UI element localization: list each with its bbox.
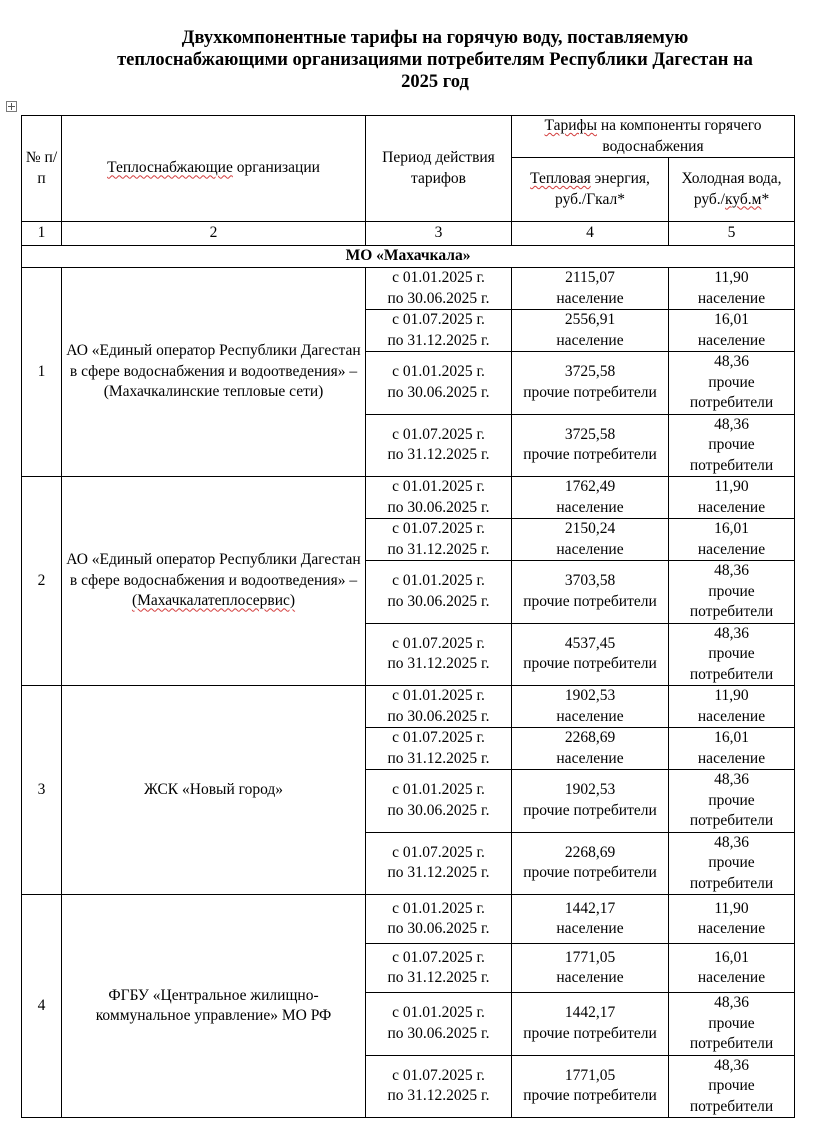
heat-consumer: население bbox=[556, 331, 624, 349]
title-line-1: Двухкомпонентные тарифы на горячую воду, поставляемую bbox=[181, 28, 689, 48]
water-tariff-cell bbox=[669, 352, 795, 415]
period-start: с 01.01.2025 г. bbox=[392, 899, 485, 917]
period-cell bbox=[366, 728, 512, 770]
header-tariff-group-rest: на компоненты горячего водоснабжения bbox=[596, 117, 762, 155]
water-tariff-cell bbox=[669, 944, 795, 993]
period-start: с 01.07.2025 г. bbox=[392, 634, 485, 652]
heat-tariff-cell bbox=[512, 414, 669, 477]
period-start: с 01.07.2025 г. bbox=[392, 425, 485, 443]
column-number-2: 2 bbox=[62, 222, 366, 246]
water-value: 48,36 bbox=[714, 624, 749, 642]
water-tariff-cell bbox=[669, 993, 795, 1056]
period-cell bbox=[366, 944, 512, 993]
header-organization-word: Теплоснабжающие bbox=[107, 159, 233, 177]
water-value: 16,01 bbox=[714, 520, 749, 537]
heat-tariff-cell bbox=[512, 623, 669, 686]
heat-tariff-cell bbox=[512, 268, 669, 310]
period-cell bbox=[366, 477, 512, 519]
header-cold-water-unit-pre: руб./ bbox=[693, 190, 725, 208]
header-period: Период действия тарифов bbox=[366, 116, 512, 222]
period-end: по 31.12.2025 г. bbox=[387, 864, 490, 882]
period-start: с 01.01.2025 г. bbox=[392, 1004, 485, 1022]
column-number-3: 3 bbox=[366, 222, 512, 246]
header-organization bbox=[62, 116, 366, 222]
period-cell bbox=[366, 268, 512, 310]
water-consumer: прочие потребители bbox=[689, 791, 774, 829]
water-tariff-cell bbox=[669, 477, 795, 519]
period-cell bbox=[366, 310, 512, 352]
period-start: с 01.07.2025 г. bbox=[392, 520, 485, 537]
water-consumer: население bbox=[697, 749, 766, 767]
org-number: 2 bbox=[22, 477, 62, 686]
period-start: с 01.07.2025 г. bbox=[392, 843, 485, 861]
org-name bbox=[62, 477, 366, 686]
header-heat-energy bbox=[512, 158, 669, 222]
water-value: 11,90 bbox=[714, 478, 749, 495]
heat-consumer: прочие потребители bbox=[523, 1024, 657, 1042]
heat-value: 2268,69 bbox=[564, 729, 616, 746]
header-heat-energy-rest: энергия, руб./Гкал* bbox=[555, 170, 650, 208]
water-consumer: прочие потребители bbox=[689, 436, 774, 474]
heat-consumer: население bbox=[556, 540, 624, 558]
water-value: 48,36 bbox=[714, 562, 749, 579]
water-consumer: прочие потребители bbox=[689, 373, 774, 411]
water-value: 11,90 bbox=[714, 687, 749, 704]
water-value: 11,90 bbox=[714, 899, 749, 917]
tariff-table bbox=[21, 115, 795, 1118]
header-heat-energy-word: Тепловая bbox=[530, 170, 591, 187]
water-value: 16,01 bbox=[714, 729, 749, 746]
org-name: ЖСК «Новый город» bbox=[62, 686, 366, 895]
column-number-5: 5 bbox=[669, 222, 795, 246]
table-move-handle-icon[interactable] bbox=[6, 101, 17, 112]
heat-tariff-cell bbox=[512, 310, 669, 352]
heat-tariff-cell bbox=[512, 895, 669, 944]
heat-value: 2556,91 bbox=[564, 311, 616, 328]
water-tariff-cell bbox=[669, 1055, 795, 1118]
period-start: с 01.01.2025 г. bbox=[392, 687, 485, 704]
water-tariff-cell bbox=[669, 561, 795, 624]
org-number: 1 bbox=[22, 268, 62, 477]
period-start: с 01.07.2025 г. bbox=[392, 1066, 485, 1084]
table-row bbox=[22, 686, 795, 728]
period-end: по 30.06.2025 г. bbox=[387, 707, 490, 725]
header-cold-water-unit-word: куб.м bbox=[725, 190, 762, 208]
water-tariff-cell bbox=[669, 895, 795, 944]
section-title: МО «Махачкала» bbox=[22, 246, 795, 268]
heat-tariff-cell bbox=[512, 770, 669, 833]
heat-consumer: население bbox=[556, 749, 624, 767]
header-number: № п/п bbox=[22, 116, 62, 222]
water-consumer: прочие потребители bbox=[689, 854, 774, 892]
heat-value: 1771,05 bbox=[564, 1066, 616, 1084]
water-consumer: население bbox=[697, 540, 766, 558]
heat-tariff-cell bbox=[512, 686, 669, 728]
water-value: 48,36 bbox=[714, 771, 749, 788]
water-consumer: население bbox=[697, 969, 766, 986]
water-consumer: прочие потребители bbox=[689, 582, 774, 620]
water-consumer: население bbox=[697, 707, 766, 725]
period-end: по 30.06.2025 г. bbox=[387, 801, 490, 819]
period-cell bbox=[366, 561, 512, 624]
water-consumer: прочие потребители bbox=[689, 1077, 774, 1115]
heat-tariff-cell bbox=[512, 477, 669, 519]
heat-tariff-cell bbox=[512, 561, 669, 624]
heat-consumer: прочие потребители bbox=[523, 864, 657, 882]
heat-value: 2115,07 bbox=[565, 269, 615, 286]
org-name: ФГБУ «Центральное жилищно-коммунальное управление» МО РФ bbox=[62, 895, 366, 1118]
water-value: 48,36 bbox=[714, 994, 749, 1011]
period-end: по 31.12.2025 г. bbox=[387, 446, 490, 464]
period-start: с 01.01.2025 г. bbox=[392, 478, 485, 495]
period-end: по 31.12.2025 г. bbox=[387, 540, 490, 558]
org-number: 4 bbox=[22, 895, 62, 1118]
water-tariff-cell bbox=[669, 268, 795, 310]
period-cell bbox=[366, 1055, 512, 1118]
header-tariff-group-word: Тарифы bbox=[544, 117, 597, 134]
table-row bbox=[22, 268, 795, 310]
water-consumer: прочие потребители bbox=[689, 1014, 774, 1052]
water-value: 16,01 bbox=[714, 948, 749, 966]
heat-value: 1762,49 bbox=[564, 478, 616, 495]
period-start: с 01.07.2025 г. bbox=[392, 311, 485, 328]
heat-value: 2268,69 bbox=[564, 843, 616, 861]
period-end: по 31.12.2025 г. bbox=[387, 749, 490, 767]
heat-consumer: население bbox=[556, 498, 624, 516]
heat-tariff-cell bbox=[512, 1055, 669, 1118]
period-end: по 30.06.2025 г. bbox=[387, 1024, 490, 1042]
water-value: 11,90 bbox=[714, 269, 749, 286]
heat-tariff-cell bbox=[512, 352, 669, 415]
period-cell bbox=[366, 519, 512, 561]
title-line-3: 2025 год bbox=[401, 72, 469, 92]
water-consumer: население bbox=[697, 331, 766, 349]
header-tariff-group bbox=[512, 116, 795, 158]
column-number-4: 4 bbox=[512, 222, 669, 246]
heat-tariff-cell bbox=[512, 519, 669, 561]
period-end: по 31.12.2025 г. bbox=[387, 969, 490, 986]
table-row bbox=[22, 895, 795, 944]
heat-value: 1771,05 bbox=[564, 948, 616, 966]
heat-tariff-cell bbox=[512, 832, 669, 895]
water-tariff-cell bbox=[669, 414, 795, 477]
column-number-1: 1 bbox=[22, 222, 62, 246]
water-tariff-cell bbox=[669, 623, 795, 686]
water-value: 48,36 bbox=[714, 353, 749, 370]
heat-tariff-cell bbox=[512, 944, 669, 993]
period-end: по 30.06.2025 г. bbox=[387, 383, 490, 401]
water-tariff-cell bbox=[669, 686, 795, 728]
heat-value: 1902,53 bbox=[564, 687, 616, 704]
heat-value: 3725,58 bbox=[564, 425, 616, 443]
water-tariff-cell bbox=[669, 770, 795, 833]
org-name-main: АО «Единый оператор Республики Дагестан в сфере водоснабжения и водоотведения» – bbox=[66, 551, 361, 589]
document-title bbox=[40, 27, 813, 93]
heat-value: 3725,58 bbox=[564, 363, 616, 381]
header-organization-rest: организации bbox=[232, 159, 320, 177]
heat-consumer: население bbox=[556, 707, 624, 725]
period-end: по 30.06.2025 г. bbox=[387, 498, 490, 516]
period-cell bbox=[366, 895, 512, 944]
water-consumer: население bbox=[697, 289, 766, 307]
water-consumer: население bbox=[697, 920, 766, 937]
water-value: 16,01 bbox=[714, 311, 749, 328]
period-start: с 01.01.2025 г. bbox=[392, 781, 485, 799]
header-cold-water bbox=[669, 158, 795, 222]
org-name-tail: (Махачкалатеплосервис) bbox=[131, 592, 296, 610]
period-end: по 30.06.2025 г. bbox=[387, 289, 490, 307]
heat-tariff-cell bbox=[512, 993, 669, 1056]
period-cell bbox=[366, 414, 512, 477]
heat-value: 1442,17 bbox=[564, 899, 616, 917]
period-end: по 31.12.2025 г. bbox=[387, 1087, 490, 1105]
heat-consumer: прочие потребители bbox=[523, 1087, 657, 1105]
title-line-2: теплоснабжающими организациями потребителям Республики Дагестан на bbox=[117, 50, 753, 70]
period-cell bbox=[366, 993, 512, 1056]
heat-consumer: население bbox=[556, 969, 624, 986]
period-start: с 01.01.2025 г. bbox=[392, 572, 485, 590]
period-cell bbox=[366, 686, 512, 728]
water-value: 48,36 bbox=[714, 833, 749, 851]
header-cold-water-line: Холодная вода, bbox=[681, 170, 782, 187]
heat-consumer: прочие потребители bbox=[523, 655, 657, 673]
heat-value: 4537,45 bbox=[564, 634, 616, 652]
heat-consumer: население bbox=[556, 289, 624, 307]
period-cell bbox=[366, 832, 512, 895]
heat-value: 1902,53 bbox=[564, 781, 616, 799]
water-value: 48,36 bbox=[714, 1056, 749, 1074]
period-start: с 01.01.2025 г. bbox=[392, 269, 485, 286]
heat-consumer: прочие потребители bbox=[523, 446, 657, 464]
period-cell bbox=[366, 352, 512, 415]
water-tariff-cell bbox=[669, 728, 795, 770]
period-end: по 31.12.2025 г. bbox=[387, 655, 490, 673]
water-consumer: прочие потребители bbox=[689, 645, 774, 683]
header-cold-water-unit-post: * bbox=[761, 190, 770, 208]
heat-consumer: прочие потребители bbox=[523, 801, 657, 819]
org-name: АО «Единый оператор Республики Дагестан в сфере водоснабжения и водоотведения» – (Махачкалинские тепловые сети) bbox=[62, 268, 366, 477]
water-consumer: население bbox=[697, 498, 766, 516]
heat-consumer: население bbox=[556, 920, 624, 937]
period-start: с 01.07.2025 г. bbox=[392, 729, 485, 746]
period-start: с 01.01.2025 г. bbox=[392, 363, 485, 381]
period-end: по 31.12.2025 г. bbox=[387, 331, 490, 349]
table-row bbox=[22, 477, 795, 519]
period-cell bbox=[366, 623, 512, 686]
heat-tariff-cell bbox=[512, 728, 669, 770]
water-tariff-cell bbox=[669, 310, 795, 352]
period-cell bbox=[366, 770, 512, 833]
period-end: по 30.06.2025 г. bbox=[387, 920, 490, 937]
period-start: с 01.07.2025 г. bbox=[392, 948, 485, 966]
period-end: по 30.06.2025 г. bbox=[387, 592, 490, 610]
heat-consumer: прочие потребители bbox=[523, 383, 657, 401]
water-value: 48,36 bbox=[714, 415, 749, 433]
heat-value: 3703,58 bbox=[564, 572, 616, 590]
water-tariff-cell bbox=[669, 519, 795, 561]
heat-consumer: прочие потребители bbox=[523, 592, 657, 610]
org-number: 3 bbox=[22, 686, 62, 895]
water-tariff-cell bbox=[669, 832, 795, 895]
heat-value: 1442,17 bbox=[564, 1004, 616, 1022]
heat-value: 2150,24 bbox=[564, 520, 616, 537]
